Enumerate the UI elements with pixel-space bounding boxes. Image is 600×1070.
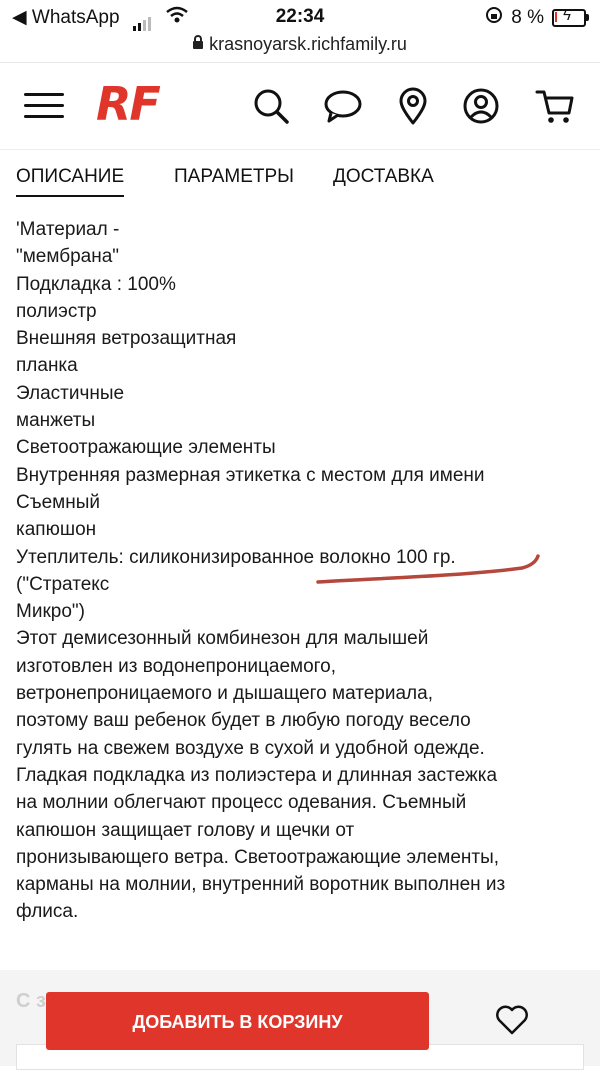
cart-icon[interactable] <box>535 87 573 125</box>
orientation-lock-icon <box>485 6 503 30</box>
status-bar <box>0 0 600 34</box>
annotation-underline <box>312 552 544 588</box>
tab-description[interactable]: ОПИСАНИЕ <box>16 166 125 187</box>
paragraph-line: пронизывающего ветра. Светоотражающие элементы, <box>16 846 500 868</box>
battery-percent: 8 % <box>511 7 544 28</box>
tab-parameters[interactable]: ПАРАМЕТРЫ <box>174 166 295 187</box>
paragraph-line: Этот демисезонный комбинезон для малышей <box>16 628 429 650</box>
site-header <box>0 62 600 150</box>
description-line: планка <box>16 355 78 377</box>
description-line: Микро") <box>16 601 85 623</box>
paragraph-line: карманы на молнии, внутренний воротник выполнен из <box>16 874 506 896</box>
description-line: капюшон <box>16 519 97 541</box>
description-line: ("Стратекс <box>16 573 110 595</box>
paragraph-line: гулять на свежем воздухе в сухой и удобной одежде. <box>16 737 485 759</box>
battery-icon: ϟ <box>552 9 586 27</box>
paragraph-line: поэтому ваш ребенок будет в любую погоду весело <box>16 710 471 732</box>
paragraph-line: флиса. <box>16 901 79 923</box>
paragraph-line: капюшон защищает голову и щечки от <box>16 819 355 841</box>
description-line: манжеты <box>16 410 96 432</box>
paragraph-line: ветронепроницаемого и дышащего материала, <box>16 683 433 705</box>
description-line: Съемный <box>16 491 100 513</box>
description-line: Подкладка : 100% <box>16 273 176 295</box>
lock-icon <box>193 41 203 49</box>
address-bar[interactable] <box>0 34 600 62</box>
chat-icon[interactable] <box>323 87 361 125</box>
site-logo[interactable]: RF <box>96 77 159 131</box>
account-icon[interactable] <box>462 87 500 125</box>
description-line: полиэстр <box>16 300 97 322</box>
description-line: Эластичные <box>16 382 125 404</box>
tab-delivery[interactable]: ДОСТАВКА <box>333 166 434 187</box>
paragraph-line: на молнии облегчают процесс одевания. Съемный <box>16 792 467 814</box>
search-icon[interactable] <box>252 87 290 125</box>
description-line: Внешняя ветрозащитная <box>16 328 237 350</box>
product-tabs <box>0 160 600 200</box>
add-to-cart-button[interactable]: ДОБАВИТЬ В КОРЗИНУ <box>46 992 429 1050</box>
section-heading-partial: С з <box>16 990 46 1012</box>
insulation-line: Утеплитель: силиконизированное волокно 100 гр. <box>16 546 456 568</box>
back-to-app-link[interactable]: ◀ WhatsApp <box>12 7 120 28</box>
description-line: "мембрана" <box>16 246 120 268</box>
description-line: 'Материал - <box>16 219 120 240</box>
heart-icon[interactable] <box>494 1002 530 1038</box>
paragraph-line: Гладкая подкладка из полиэстера и длинная застежка <box>16 764 498 786</box>
paragraph-line: изготовлен из водонепроницаемого, <box>16 655 337 677</box>
description-line: Светоотражающие элементы <box>16 437 276 459</box>
clock: 22:34 <box>275 6 325 27</box>
location-icon[interactable] <box>396 87 434 125</box>
menu-icon[interactable] <box>24 93 64 119</box>
description-line: Внутренняя размерная этикетка с местом для имени <box>16 464 485 486</box>
url-text: krasnoyarsk.richfamily.ru <box>209 34 407 54</box>
